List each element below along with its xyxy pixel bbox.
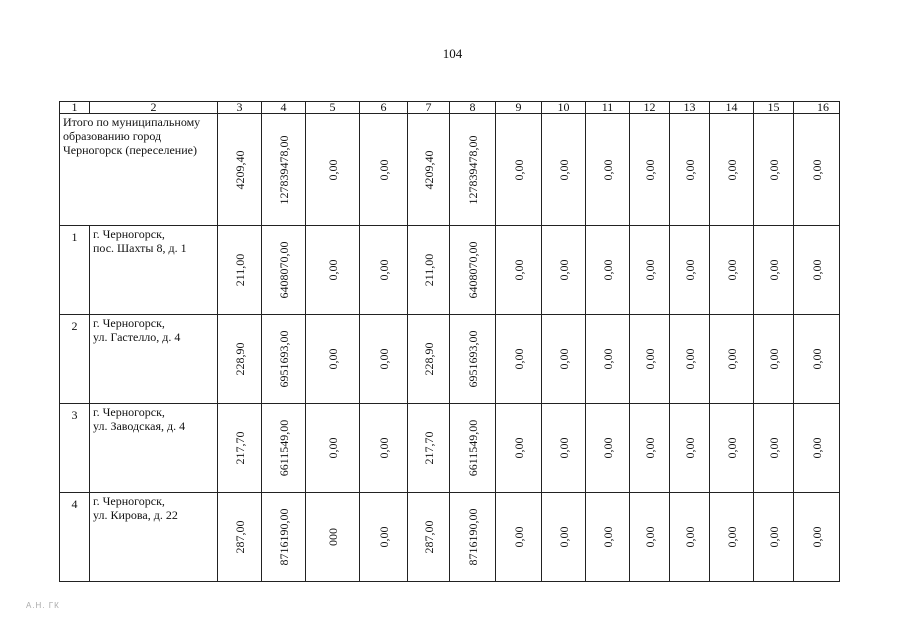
header-cell-6: 6 xyxy=(360,102,408,114)
value-text: 127839478,00 xyxy=(465,135,480,204)
value-text: 0,00 xyxy=(376,348,391,370)
value-cell-col11 xyxy=(586,315,630,404)
value-cell-col8 xyxy=(450,404,496,493)
value-text: 0,00 xyxy=(325,159,340,180)
value-cell-col14 xyxy=(710,404,754,493)
value-cell-col6 xyxy=(360,404,408,493)
value-text: 0,00 xyxy=(724,259,739,281)
header-row xyxy=(60,102,840,114)
address-line-1: г. Черногорск, xyxy=(93,494,165,508)
value-cell-col10 xyxy=(542,114,586,226)
value-cell-col16 xyxy=(794,114,840,226)
value-text: 0,00 xyxy=(766,526,781,548)
value-cell-col7 xyxy=(408,315,450,404)
value-text: 6611549,00 xyxy=(465,419,480,477)
row-address xyxy=(90,226,218,315)
value-text: 0,00 xyxy=(600,526,615,548)
value-text: 0,00 xyxy=(682,526,697,548)
header-cell-15: 15 xyxy=(754,102,794,114)
value-cell-col16 xyxy=(794,226,840,315)
header-cell-1: 1 xyxy=(60,102,90,114)
page-number: 104 xyxy=(442,46,463,61)
value-text: 8716190,00 xyxy=(276,508,291,566)
header-cell-3: 3 xyxy=(218,102,262,114)
value-text: 6611549,00 xyxy=(276,419,291,477)
value-text: 0,00 xyxy=(376,526,391,548)
value-text: 0,00 xyxy=(682,259,697,281)
value-text: 0,00 xyxy=(809,259,824,281)
value-cell-col13 xyxy=(670,114,710,226)
value-cell-col3 xyxy=(218,226,262,315)
address-line-1: г. Черногорск, xyxy=(93,227,165,241)
header-cell-8: 8 xyxy=(450,102,496,114)
value-cell-col14 xyxy=(710,226,754,315)
value-cell-col16 xyxy=(794,404,840,493)
total-label: Итого по муниципальному образованию город Черногорск (переселение) xyxy=(60,114,218,226)
value-cell-col14 xyxy=(710,114,754,226)
value-cell-col11 xyxy=(586,226,630,315)
value-text: 228,90 xyxy=(232,342,247,376)
address-line-2: пос. Шахты 8, д. 1 xyxy=(93,241,187,255)
value-cell-col15 xyxy=(754,404,794,493)
value-text: 6408070,00 xyxy=(465,241,480,299)
row-number: 4 xyxy=(60,493,90,582)
header-cell-2: 2 xyxy=(90,102,218,114)
value-text: 0,00 xyxy=(376,437,391,459)
header-cell-9: 9 xyxy=(496,102,542,114)
value-cell-col5 xyxy=(306,226,360,315)
value-cell-col4 xyxy=(262,404,306,493)
value-cell-col8 xyxy=(450,315,496,404)
header-cell-14: 14 xyxy=(710,102,754,114)
value-text: 211,00 xyxy=(232,253,247,287)
value-cell-col4 xyxy=(262,315,306,404)
value-cell-col10 xyxy=(542,493,586,582)
header-cell-13: 13 xyxy=(670,102,710,114)
value-text: 0,00 xyxy=(511,348,526,370)
value-text: 0,00 xyxy=(556,159,571,180)
value-text: 217,70 xyxy=(232,431,247,465)
row-address xyxy=(90,493,218,582)
value-text: 0,00 xyxy=(511,437,526,459)
value-text: 0,00 xyxy=(766,159,781,180)
value-cell-col12 xyxy=(630,404,670,493)
value-text: 0,00 xyxy=(376,259,391,281)
value-text: 0,00 xyxy=(556,259,571,281)
value-text: 0,00 xyxy=(724,526,739,548)
value-cell-col8 xyxy=(450,114,496,226)
value-cell-col6 xyxy=(360,114,408,226)
value-cell-col8 xyxy=(450,493,496,582)
header-cell-10: 10 xyxy=(542,102,586,114)
value-cell-col3 xyxy=(218,493,262,582)
address-line-2: ул. Кирова, д. 22 xyxy=(93,508,178,522)
header-cell-4: 4 xyxy=(262,102,306,114)
value-text: 0,00 xyxy=(325,259,340,281)
value-cell-col15 xyxy=(754,114,794,226)
value-cell-col8 xyxy=(450,226,496,315)
value-text: 287,00 xyxy=(421,520,436,554)
value-cell-col5 xyxy=(306,315,360,404)
address-line-1: г. Черногорск, xyxy=(93,405,165,419)
value-text: 0,00 xyxy=(642,159,657,180)
value-text: 127839478,00 xyxy=(276,135,291,204)
row-number: 2 xyxy=(60,315,90,404)
value-cell-col9 xyxy=(496,114,542,226)
value-text: 6951693,00 xyxy=(465,330,480,388)
value-cell-col6 xyxy=(360,226,408,315)
value-text: 0,00 xyxy=(809,526,824,548)
value-cell-col13 xyxy=(670,226,710,315)
value-text: 4209,40 xyxy=(232,150,247,189)
value-text: 0,00 xyxy=(809,348,824,370)
table-row xyxy=(60,315,840,404)
value-cell-col11 xyxy=(586,493,630,582)
scan-footnote: А.Н. ГК xyxy=(26,601,60,610)
row-address xyxy=(90,315,218,404)
value-cell-col7 xyxy=(408,493,450,582)
header-cell-5: 5 xyxy=(306,102,360,114)
value-text: 0,00 xyxy=(724,348,739,370)
table-row xyxy=(60,404,840,493)
value-cell-col10 xyxy=(542,404,586,493)
value-cell-col11 xyxy=(586,114,630,226)
value-text: 287,00 xyxy=(232,520,247,554)
value-cell-col7 xyxy=(408,404,450,493)
value-text: 0,00 xyxy=(682,159,697,180)
value-cell-col10 xyxy=(542,315,586,404)
value-cell-col7 xyxy=(408,114,450,226)
row-number: 3 xyxy=(60,404,90,493)
value-cell-col15 xyxy=(754,315,794,404)
value-cell-col12 xyxy=(630,493,670,582)
value-cell-col6 xyxy=(360,315,408,404)
value-text: 0,00 xyxy=(600,259,615,281)
value-text: 217,70 xyxy=(421,431,436,465)
value-cell-col9 xyxy=(496,404,542,493)
value-cell-col9 xyxy=(496,493,542,582)
total-row xyxy=(60,114,840,226)
value-text: 0,00 xyxy=(724,437,739,459)
value-cell-col11 xyxy=(586,404,630,493)
value-cell-col12 xyxy=(630,315,670,404)
row-address xyxy=(90,404,218,493)
value-text: 0,00 xyxy=(325,348,340,370)
value-text: 0,00 xyxy=(809,159,824,180)
value-text: 000 xyxy=(325,528,340,546)
value-text: 0,00 xyxy=(766,259,781,281)
value-text: 0,00 xyxy=(511,159,526,180)
value-text: 0,00 xyxy=(511,526,526,548)
value-cell-col12 xyxy=(630,226,670,315)
value-cell-col4 xyxy=(262,114,306,226)
value-cell-col4 xyxy=(262,226,306,315)
value-cell-col15 xyxy=(754,226,794,315)
header-cell-7: 7 xyxy=(408,102,450,114)
address-line-2: ул. Гастелло, д. 4 xyxy=(93,330,181,344)
value-cell-col3 xyxy=(218,404,262,493)
value-cell-col4 xyxy=(262,493,306,582)
value-cell-col16 xyxy=(794,493,840,582)
value-text: 0,00 xyxy=(724,159,739,180)
value-text: 0,00 xyxy=(600,159,615,180)
row-number: 1 xyxy=(60,226,90,315)
value-text: 228,90 xyxy=(421,342,436,376)
value-cell-col5 xyxy=(306,114,360,226)
value-text: 0,00 xyxy=(325,437,340,459)
value-text: 0,00 xyxy=(766,437,781,459)
value-cell-col15 xyxy=(754,493,794,582)
value-cell-col5 xyxy=(306,404,360,493)
value-text: 0,00 xyxy=(682,348,697,370)
value-cell-col9 xyxy=(496,226,542,315)
value-text: 0,00 xyxy=(511,259,526,281)
value-text: 0,00 xyxy=(642,526,657,548)
value-text: 0,00 xyxy=(600,437,615,459)
value-text: 0,00 xyxy=(682,437,697,459)
value-text: 4209,40 xyxy=(421,150,436,189)
value-text: 0,00 xyxy=(376,159,391,180)
value-text: 0,00 xyxy=(642,348,657,370)
value-cell-col13 xyxy=(670,493,710,582)
value-text: 0,00 xyxy=(809,437,824,459)
value-cell-col5 xyxy=(306,493,360,582)
value-text: 0,00 xyxy=(556,437,571,459)
value-text: 211,00 xyxy=(421,253,436,287)
value-text: 0,00 xyxy=(642,437,657,459)
data-table xyxy=(59,101,840,582)
value-cell-col6 xyxy=(360,493,408,582)
value-cell-col13 xyxy=(670,315,710,404)
value-cell-col16 xyxy=(794,315,840,404)
value-cell-col14 xyxy=(710,493,754,582)
address-line-1: г. Черногорск, xyxy=(93,316,165,330)
value-text: 0,00 xyxy=(766,348,781,370)
value-cell-col12 xyxy=(630,114,670,226)
table-row xyxy=(60,226,840,315)
header-cell-11: 11 xyxy=(586,102,630,114)
value-cell-col10 xyxy=(542,226,586,315)
value-text: 8716190,00 xyxy=(465,508,480,566)
value-text: 6408070,00 xyxy=(276,241,291,299)
value-text: 0,00 xyxy=(556,526,571,548)
table-row xyxy=(60,493,840,582)
value-cell-col9 xyxy=(496,315,542,404)
value-cell-col14 xyxy=(710,315,754,404)
value-cell-col3 xyxy=(218,114,262,226)
value-text: 0,00 xyxy=(642,259,657,281)
value-cell-col3 xyxy=(218,315,262,404)
value-text: 0,00 xyxy=(556,348,571,370)
address-line-2: ул. Заводская, д. 4 xyxy=(93,419,186,433)
value-text: 6951693,00 xyxy=(276,330,291,388)
value-cell-col7 xyxy=(408,226,450,315)
header-cell-12: 12 xyxy=(630,102,670,114)
value-cell-col13 xyxy=(670,404,710,493)
header-cell-16: 16 xyxy=(794,102,840,114)
value-text: 0,00 xyxy=(600,348,615,370)
